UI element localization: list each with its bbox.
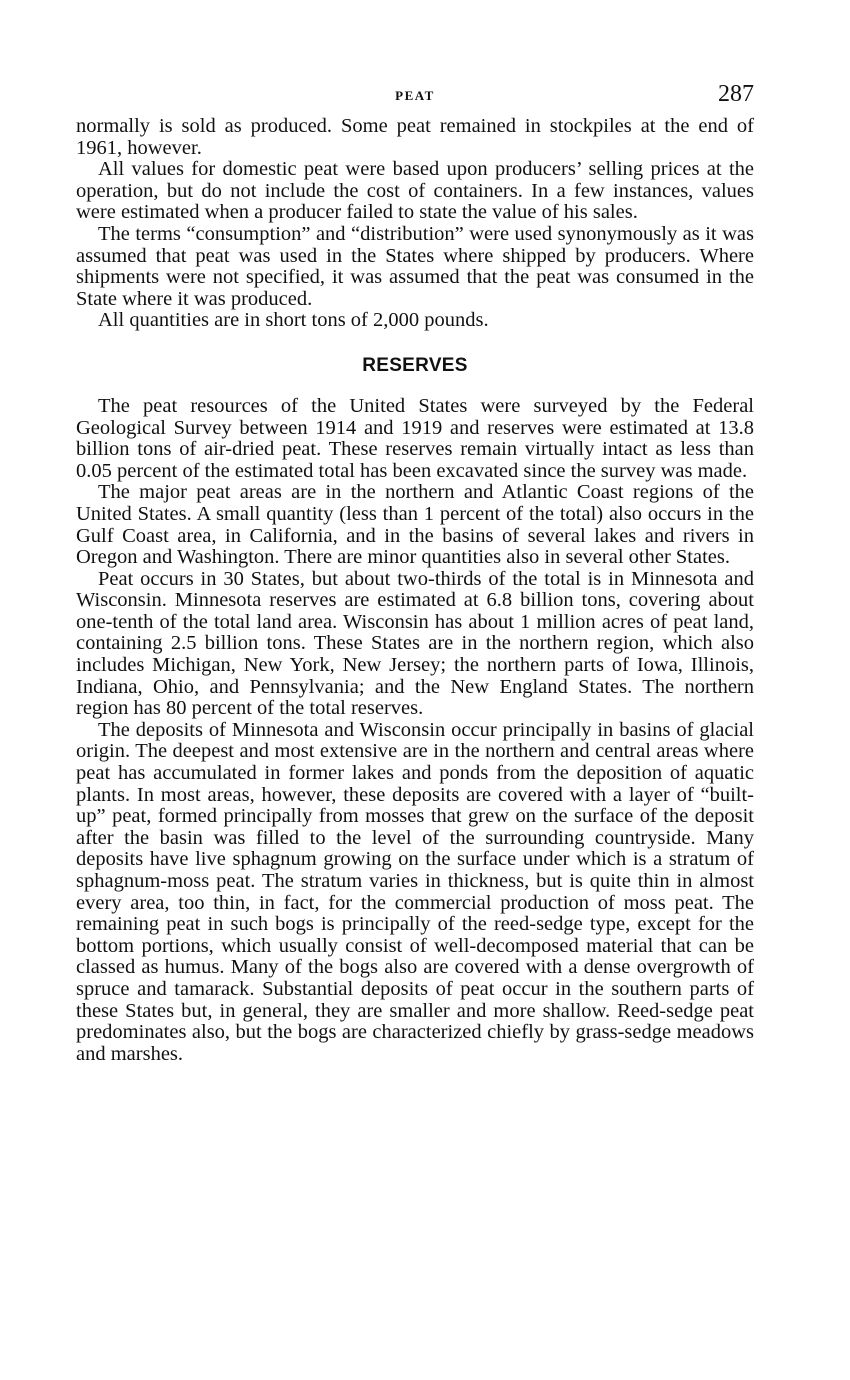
page-number: 287 bbox=[718, 81, 754, 107]
paragraph-major-areas: The major peat areas are in the northern and Atlantic Coast regions of the United States. A small quantity (less than 1 percent of the total) also occurs in the Gulf Coast area, in California, and in the basins of several lakes and rivers in Oregon and Washington. There are minor quantities also in several other States. bbox=[76, 481, 754, 569]
running-header bbox=[76, 80, 754, 116]
document-page bbox=[76, 80, 754, 1065]
reserves-section bbox=[76, 396, 754, 1065]
paragraph-terms: The terms “consumption” and “distribution” were used synonymously as it was assumed that peat was used in the States where shipped by producers. Where shipments were not specified, it was assumed that the peat was consumed in the State where it was produced. bbox=[76, 222, 754, 310]
section-heading-reserves: RESERVES bbox=[362, 354, 468, 376]
intro-section bbox=[76, 116, 754, 332]
paragraph-values: All values for domestic peat were based upon producers’ selling prices at the operation, but do not include the cost of containers. In a few instances, values were estimated when a producer failed to state the value of his sales. bbox=[76, 158, 754, 224]
paragraph-deposits: The deposits of Minnesota and Wisconsin occur principally in basins of glacial origin. The deepest and most extensive are in the northern and central areas where peat has accumulated in former lakes and ponds from the deposition of aquatic plants. In most areas, however, these deposits are covered with a layer of “built-up” peat, formed principally from mosses that grew on the surface of the deposit after the basin was filled to the level of the surrounding countryside. Many deposits have live sphagnum growing on the surface under which is a stratum of sphagnum-moss peat. The stratum varies in thickness, but is quite thin in almost every area, too thin, in fact, for the commercial production of moss peat. The remaining peat in such bogs is principally of the reed-sedge type, except for the bottom portions, which usually consist of well-decomposed material that can be classed as humus. Many of the bogs also are covered with a dense overgrowth of spruce and tamarack. Substantial deposits of peat occur in the southern parts of these States but, in general, they are smaller and more shallow. Reed-sedge peat predominates also, but the bogs are characterized chiefly by grass-sedge meadows and marshes. bbox=[76, 718, 754, 1065]
paragraph-quantities: All quantities are in short tons of 2,000 pounds. bbox=[98, 309, 489, 332]
paragraph-survey: The peat resources of the United States were surveyed by the Federal Geological Survey between 1914 and 1919 and reserves were estimated at 13.8 billion tons of air-dried peat. These reserves remain virtually intact as less than 0.05 percent of the estimated total has been excavated since the survey was made. bbox=[76, 394, 754, 482]
paragraph-states: Peat occurs in 30 States, but about two-thirds of the total is in Minnesota and Wisconsin. Minnesota reserves are estimated at 6.8 billion tons, covering about one-tenth of the total land area. Wisconsin has about 1 million acres of peat land, containing 2.5 billion tons. These States are in the northern region, which also includes Michigan, New York, New Jersey; the northern parts of Iowa, Illinois, Indiana, Ohio, and Pennsylvania; and the New England States. The northern region has 80 percent of the total reserves. bbox=[76, 567, 754, 720]
paragraph-continued: normally is sold as produced. Some peat remained in stockpiles at the end of 1961, however. bbox=[76, 115, 754, 159]
running-title: PEAT bbox=[395, 88, 435, 103]
